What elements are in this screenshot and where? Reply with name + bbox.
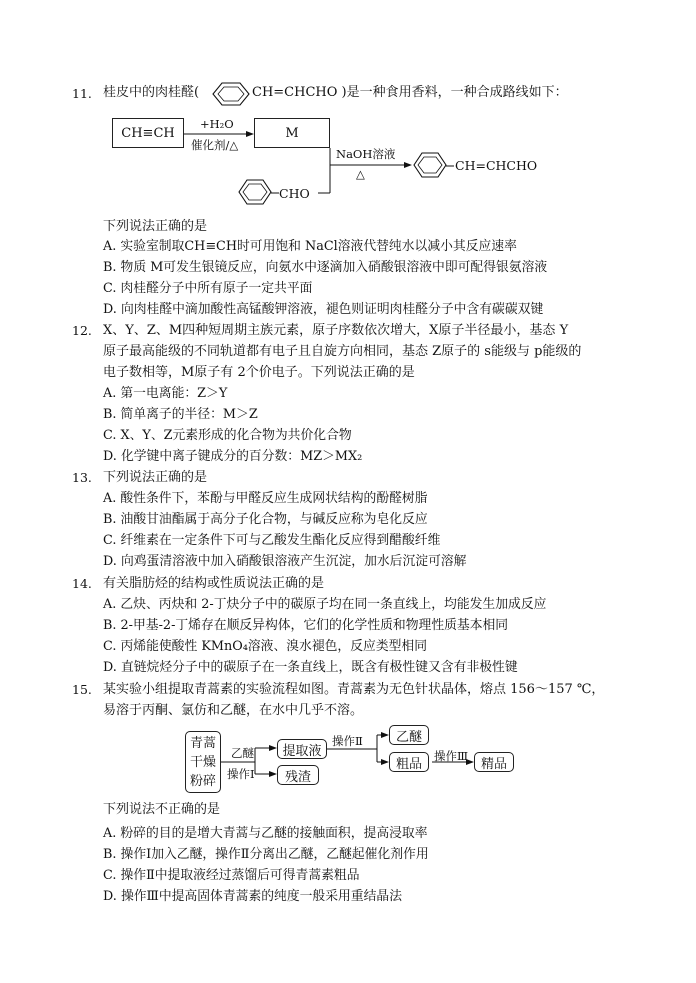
heat-label: △ xyxy=(356,167,365,181)
question-11-stem-start: 桂皮中的肉桂醛( xyxy=(103,85,200,100)
question-11-number: 11. xyxy=(72,86,92,101)
q15-option-a: A. 粉碎的目的是增大青蒿与乙醚的接触面积，提高浸取率 xyxy=(103,826,428,841)
source-box xyxy=(185,731,221,793)
question-13-stem: 下列说法正确的是 xyxy=(103,470,208,485)
q11-option-c: C. 肉桂醛分子中所有原子一定共平面 xyxy=(103,281,313,296)
product-bond xyxy=(446,165,454,167)
cho-label: CHO xyxy=(279,186,310,201)
q11-option-d: D. 向肉桂醛中滴加酸性高锰酸钾溶液，褪色则证明肉桂醛分子中含有碳碳双键 xyxy=(103,302,544,317)
q13-option-c: C. 纤维素在一定条件下可与乙酸发生酯化反应得到醋酸纤维 xyxy=(103,533,441,548)
q12-option-b: B. 简单离子的半径：M＞Z xyxy=(103,407,258,422)
question-15-number: 15. xyxy=(72,682,92,697)
source-line-2: 干燥 xyxy=(189,754,216,770)
op1-label: 操作Ⅰ xyxy=(227,767,255,781)
q11-option-a: A. 实验室制取CH≡CH时可用饱和 NaCl溶液代替纯水以减小其反应速率 xyxy=(103,239,517,254)
q13-option-d: D. 向鸡蛋清溶液中加入硝酸银溶液产生沉淀，加水后沉淀可溶解 xyxy=(103,554,467,569)
q12-option-c: C. X、Y、Z元素形成的化合物为共价化合物 xyxy=(103,428,352,443)
extract-box: 提取液 xyxy=(277,739,327,759)
question-12-line-2: 原子最高能级的不同轨道都有电子且自旋方向相同，基态 Z原子的 s能级与 p能级的 xyxy=(103,344,582,359)
q14-option-d: D. 直链烷烃分子中的碳原子在一条直线上，既含有极性键又含有非极性键 xyxy=(103,660,518,675)
q14-option-a: A. 乙炔、丙炔和 2-丁炔分子中的碳原子均在同一条直线上，均能发生加成反应 xyxy=(103,597,547,612)
question-15-line-1: 某实验小组提取青蒿素的实验流程如图。青蒿素为无色针状晶体，熔点 156～157 ℃， xyxy=(103,682,605,697)
question-14-number: 14. xyxy=(72,576,92,591)
q15-option-b: B. 操作Ⅰ加入乙醚，操作Ⅱ分离出乙醚，乙醚起催化剂作用 xyxy=(103,847,429,862)
op2-label: 操作Ⅱ xyxy=(332,734,363,748)
q12-option-d: D. 化学键中离子键成分的百分数：MZ＞MX₂ xyxy=(103,449,363,464)
ether-out-box: 乙醚 xyxy=(389,725,429,745)
bond-line xyxy=(271,192,279,194)
question-14-stem: 有关脂肪烃的结构或性质说法正确的是 xyxy=(103,576,325,591)
product-ring-icon xyxy=(413,150,449,180)
question-11-prompt: 下列说法正确的是 xyxy=(103,219,208,234)
q12-option-a: A. 第一电离能：Z＞Y xyxy=(103,386,228,401)
product-label: CH=CHCHO xyxy=(455,158,538,173)
question-15-prompt: 下列说法不正确的是 xyxy=(103,802,221,817)
question-11-stem-end: CH=CHCHO )是一种食用香料，一种合成路线如下： xyxy=(252,85,568,100)
benzene-ring-icon xyxy=(213,80,251,108)
question-12-line-1: X、Y、Z、M四种短周期主族元素，原子序数依次增大，X原子半径最小，基态 Y xyxy=(103,323,569,338)
pure-box: 精品 xyxy=(474,752,514,772)
q13-option-b: B. 油酸甘油酯属于高分子化合物，与碱反应称为皂化反应 xyxy=(103,512,428,527)
op3-label: 操作Ⅲ xyxy=(434,749,469,763)
benzaldehyde-ring-icon xyxy=(238,177,274,207)
question-12-number: 12. xyxy=(72,323,92,338)
source-line-3: 粉碎 xyxy=(189,773,216,789)
question-15-line-2: 易溶于丙酮、氯仿和乙醚，在水中几乎不溶。 xyxy=(103,703,364,718)
q14-option-b: B. 2-甲基-2-丁烯存在顺反异构体，它们的化学性质和物理性质基本相同 xyxy=(103,618,509,633)
q15-option-d: D. 操作Ⅲ中提高固体青蒿素的纯度一般采用重结晶法 xyxy=(103,889,403,904)
q15-option-c: C. 操作Ⅱ中提取液经过蒸馏后可得青蒿素粗品 xyxy=(103,868,360,883)
residue-box: 残渣 xyxy=(277,765,319,785)
q14-option-c: C. 丙烯能使酸性 KMnO₄溶液、溴水褪色，反应类型相同 xyxy=(103,639,428,654)
ether-in-label: 乙醚 xyxy=(231,746,254,760)
question-12-line-3: 电子数相等，M原子有 2个价电子。下列说法正确的是 xyxy=(103,365,415,380)
m-box: M xyxy=(254,118,330,148)
q11-option-b: B. 物质 M可发生银镜反应，向氨水中逐滴加入硝酸银溶液中即可配得银氨溶液 xyxy=(103,260,548,275)
crude-box: 粗品 xyxy=(389,752,429,772)
question-13-number: 13. xyxy=(72,470,92,485)
reagent-catalyst: 催化剂/△ xyxy=(191,138,239,152)
source-line-1: 青蒿 xyxy=(189,735,216,751)
q13-option-a: A. 酸性条件下，苯酚与甲醛反应生成网状结构的酚醛树脂 xyxy=(103,491,428,506)
naoh-label: NaOH溶液 xyxy=(336,147,396,161)
reagent-water: +H₂O xyxy=(200,117,234,131)
acetylene-box: CH≡CH xyxy=(112,118,184,148)
